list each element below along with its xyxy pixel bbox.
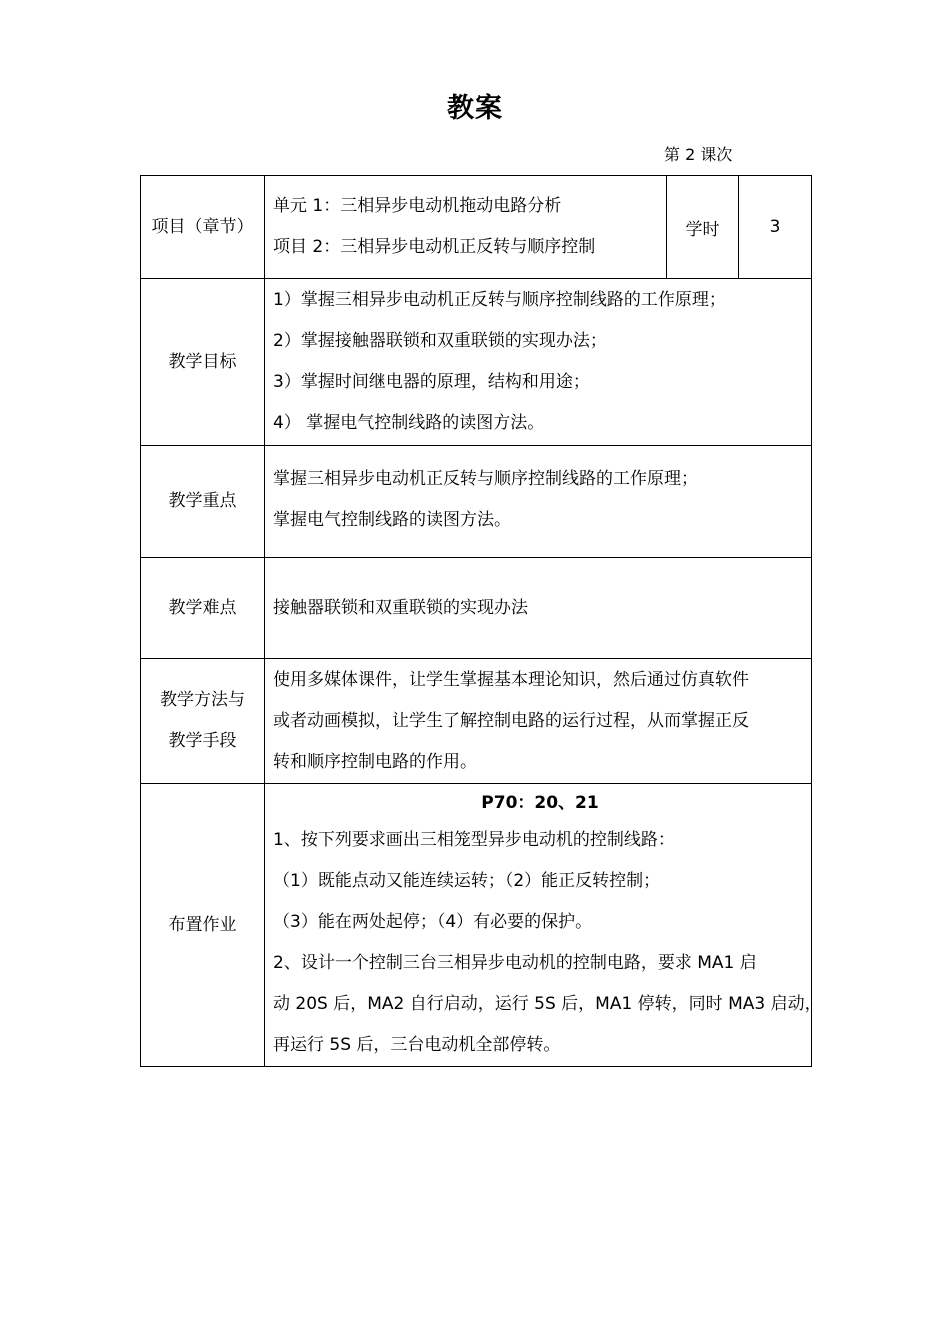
homework-label: 布置作业 (141, 784, 265, 1067)
objective-item: 2）掌握接触器联锁和双重联锁的实现办法； (273, 331, 607, 351)
homework-content (265, 784, 822, 1067)
homework-line: 2、设计一个控制三台三相异步电动机的控制电路，要求 MA1 启 (273, 953, 757, 973)
homework-line: 再运行 5S 后，三台电动机全部停转。 (273, 1035, 561, 1055)
methods-line: 转和顺序控制电路的作用。 (273, 751, 477, 772)
methods-content (265, 659, 812, 784)
methods-label (141, 659, 265, 784)
row-homework (141, 784, 812, 1067)
difficulties-label: 教学难点 (141, 558, 265, 659)
objective-item: 4） 掌握电气控制线路的读图方法。 (273, 413, 545, 433)
key-point-item: 掌握三相异步电动机正反转与顺序控制线路的工作原理； (273, 469, 698, 489)
key-points-label: 教学重点 (141, 446, 265, 558)
objective-item: 3）掌握时间继电器的原理，结构和用途； (273, 372, 590, 392)
document-title: 教案 (447, 93, 503, 124)
difficulty-text: 接触器联锁和双重联锁的实现办法 (273, 597, 528, 618)
homework-line: （3）能在两处起停；（4）有必要的保护。 (273, 912, 593, 932)
objective-item: 1）掌握三相异步电动机正反转与顺序控制线路的工作原理； (273, 290, 726, 310)
key-point-item: 掌握电气控制线路的读图方法。 (273, 510, 511, 530)
project-content (265, 176, 667, 279)
row-methods (141, 659, 812, 784)
homework-line: 动 20S 后，MA2 自行启动，运行 5S 后，MA1 停转，同时 MA3 启动， (273, 994, 822, 1014)
methods-label-line1: 教学方法与 (160, 690, 245, 710)
row-project (141, 176, 812, 279)
objectives-label: 教学目标 (141, 279, 265, 446)
methods-label-line2: 教学手段 (168, 731, 237, 751)
project-label: 项目（章节） (141, 176, 265, 279)
hours-value: 3 (739, 176, 812, 279)
lesson-number: 第 2 课次 (664, 145, 733, 164)
project-item-line: 项目 2：三相异步电动机正反转与顺序控制 (273, 237, 596, 257)
methods-line: 或者动画模拟，让学生了解控制电路的运行过程，从而掌握正反 (273, 710, 749, 731)
homework-line: （1）既能点动又能连续运转；（2）能正反转控制； (273, 871, 661, 891)
methods-line: 使用多媒体课件，让学生掌握基本理论知识，然后通过仿真软件 (273, 669, 749, 690)
homework-line: 1、按下列要求画出三相笼型异步电动机的控制线路： (273, 830, 675, 850)
lesson-plan-table (140, 175, 822, 1067)
homework-heading: P70：20、21 (481, 793, 599, 813)
row-difficulties (141, 558, 812, 659)
project-unit-line: 单元 1：三相异步电动机拖动电路分析 (273, 196, 562, 216)
key-points-content (265, 446, 812, 558)
objectives-content (265, 279, 812, 446)
row-key-points (141, 446, 812, 558)
hours-label: 学时 (667, 176, 739, 279)
difficulties-content (265, 558, 812, 659)
row-objectives (141, 279, 812, 446)
